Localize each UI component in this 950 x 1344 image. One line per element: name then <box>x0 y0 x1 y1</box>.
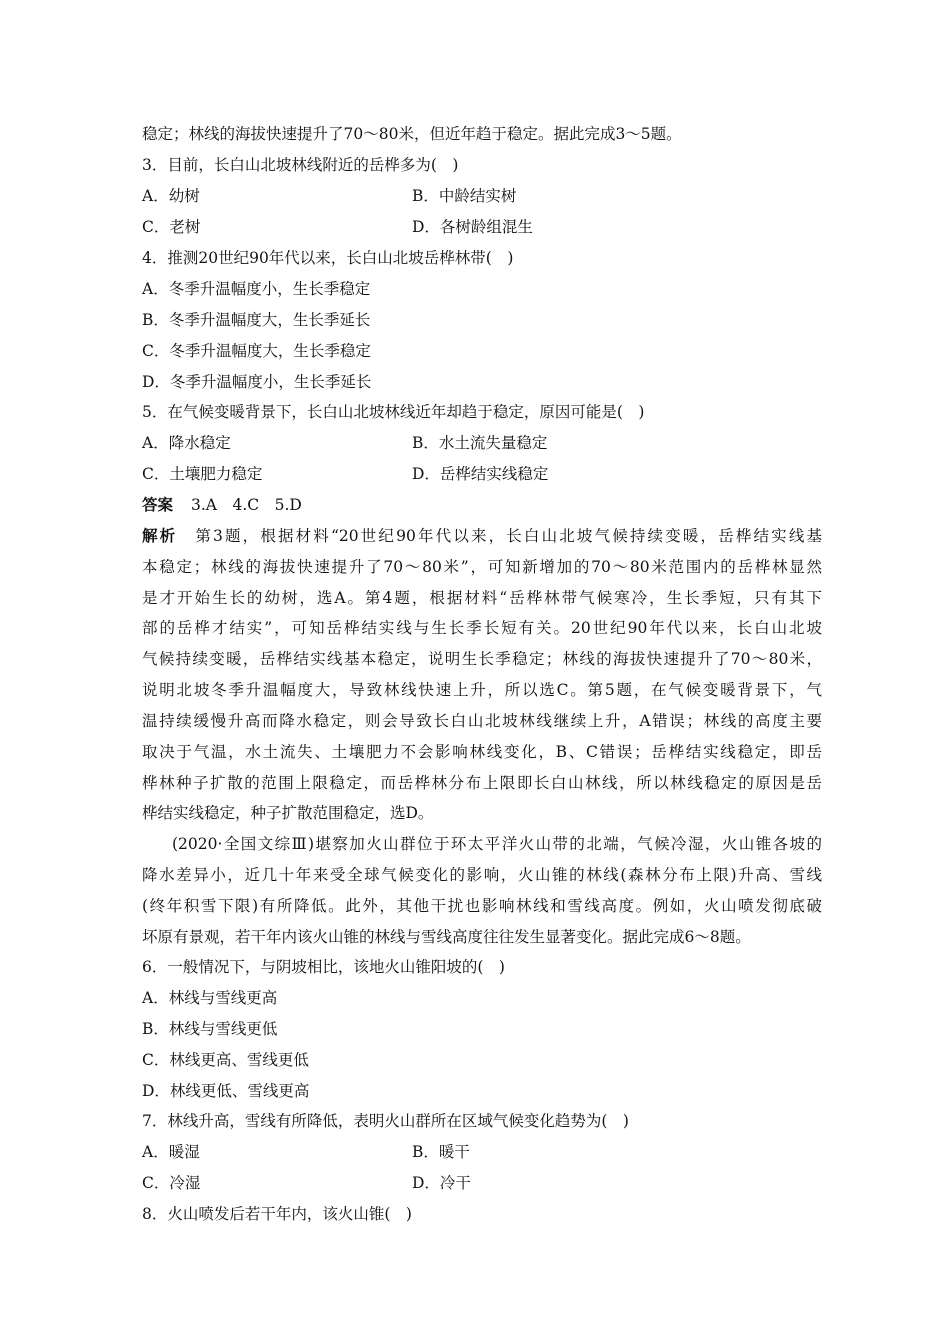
material-line: (终年积雪下限)有所降低。此外，其他干扰也影响林线和雪线高度。例如，火山喷发彻底破 <box>142 897 822 915</box>
analysis-line: 取决于气温，水土流失、土壤肥力不会影响林线变化，B、C错误；岳桦结实线稳定，即岳 <box>142 743 822 761</box>
q7-option-a: A．暖湿 <box>142 1143 200 1161</box>
q7-option-b: B．暖干 <box>412 1143 470 1161</box>
q5-options-row1 <box>142 432 822 454</box>
analysis-line: 部的岳桦才结实”，可知岳桦结实线与生长季长短有关。20世纪90年代以来，长白山北坡 <box>142 619 822 637</box>
analysis-line: 温持续缓慢升高而降水稳定，则会导致长白山北坡林线继续上升，A错误；林线的高度主要 <box>142 712 822 730</box>
q3-option-b: B．中龄结实树 <box>412 187 517 205</box>
q5-option-a: A．降水稳定 <box>142 434 231 452</box>
q6-option-a: A．林线与雪线更高 <box>142 989 278 1007</box>
analysis-line: 说明北坡冬季升温幅度大，导致林线快速上升，所以选C。第5题，在气候变暖背景下，气 <box>142 681 822 699</box>
q3-options-row2 <box>142 216 822 238</box>
q4-option-c: C．冬季升温幅度大，生长季稳定 <box>142 342 371 360</box>
q5-option-c: C．土壤肥力稳定 <box>142 465 263 483</box>
q5-stem: 5．在气候变暖背景下，长白山北坡林线近年却趋于稳定，原因可能是( ) <box>142 403 645 421</box>
q4-option-a: A．冬季升温幅度小，生长季稳定 <box>142 280 371 298</box>
analysis-label: 解析 <box>142 526 178 545</box>
q6-option-d: D．林线更低、雪线更高 <box>142 1082 310 1100</box>
intro-tail: 稳定；林线的海拔快速提升了70～80米，但近年趋于稳定。据此完成3～5题。 <box>142 125 682 143</box>
material-line: 坏原有景观，若干年内该火山锥的林线与雪线高度往往发生显著变化。据此完成6～8题。 <box>142 928 751 946</box>
q8-stem: 8．火山喷发后若干年内，该火山锥( ) <box>142 1205 412 1223</box>
q4-option-d: D．冬季升温幅度小，生长季延长 <box>142 373 372 391</box>
q7-option-d: D．冷干 <box>412 1174 471 1192</box>
q5-option-b: B．水土流失量稳定 <box>412 434 548 452</box>
analysis-text: 第3题，根据材料“20世纪90年代以来，长白山北坡气候持续变暖，岳桦结实线基 <box>195 527 822 545</box>
analysis-line: 是才开始生长的幼树，选A。第4题，根据材料“岳桦林带气候寒冷，生长季短，只有其下 <box>142 589 822 607</box>
q3-option-d: D．各树龄组混生 <box>412 218 533 236</box>
q6-option-b: B．林线与雪线更低 <box>142 1020 278 1038</box>
q5-option-d: D．岳桦结实线稳定 <box>412 465 549 483</box>
q5-options-row2 <box>142 463 822 485</box>
q4-option-b: B．冬季升温幅度大，生长季延长 <box>142 311 371 329</box>
q6-option-c: C．林线更高、雪线更低 <box>142 1051 309 1069</box>
analysis-line: 桦林种子扩散的范围上限稳定，而岳桦林分布上限即长白山林线，所以林线稳定的原因是岳 <box>142 774 822 792</box>
q6-stem: 6．一般情况下，与阴坡相比，该地火山锥阳坡的( ) <box>142 958 505 976</box>
q3-stem: 3．目前，长白山北坡林线附近的岳桦多为( ) <box>142 156 459 174</box>
q3-option-a: A．幼树 <box>142 187 200 205</box>
material-line: 降水差异小，近几十年来受全球气候变化的影响，火山锥的林线(森林分布上限)升高、雪线 <box>142 866 822 884</box>
answer-label: 答案 <box>142 495 174 514</box>
q7-option-c: C．冷湿 <box>142 1174 201 1192</box>
q3-options-row1 <box>142 185 822 207</box>
analysis-line <box>142 525 822 547</box>
q7-options-row2 <box>142 1172 822 1194</box>
analysis-line: 气候持续变暖，岳桦结实线基本稳定，说明生长季稳定；林线的海拔快速提升了70～80米， <box>142 650 822 668</box>
material-line: (2020·全国文综Ⅲ)堪察加火山群位于环太平洋火山带的北端，气候冷湿，火山锥各坡的 <box>172 835 822 853</box>
q7-stem: 7．林线升高，雪线有所降低，表明火山群所在区域气候变化趋势为( ) <box>142 1112 629 1130</box>
q7-options-row1 <box>142 1141 822 1163</box>
answer-text: 3.A 4.C 5.D <box>191 496 302 514</box>
analysis-line: 本稳定；林线的海拔快速提升了70～80米”，可知新增加的70～80米范围内的岳桦林显然 <box>142 558 822 576</box>
answer-line <box>142 494 822 516</box>
q3-option-c: C．老树 <box>142 218 201 236</box>
q4-stem: 4．推测20世纪90年代以来，长白山北坡岳桦林带( ) <box>142 249 514 267</box>
analysis-line: 桦结实线稳定，种子扩散范围稳定，选D。 <box>142 804 434 822</box>
